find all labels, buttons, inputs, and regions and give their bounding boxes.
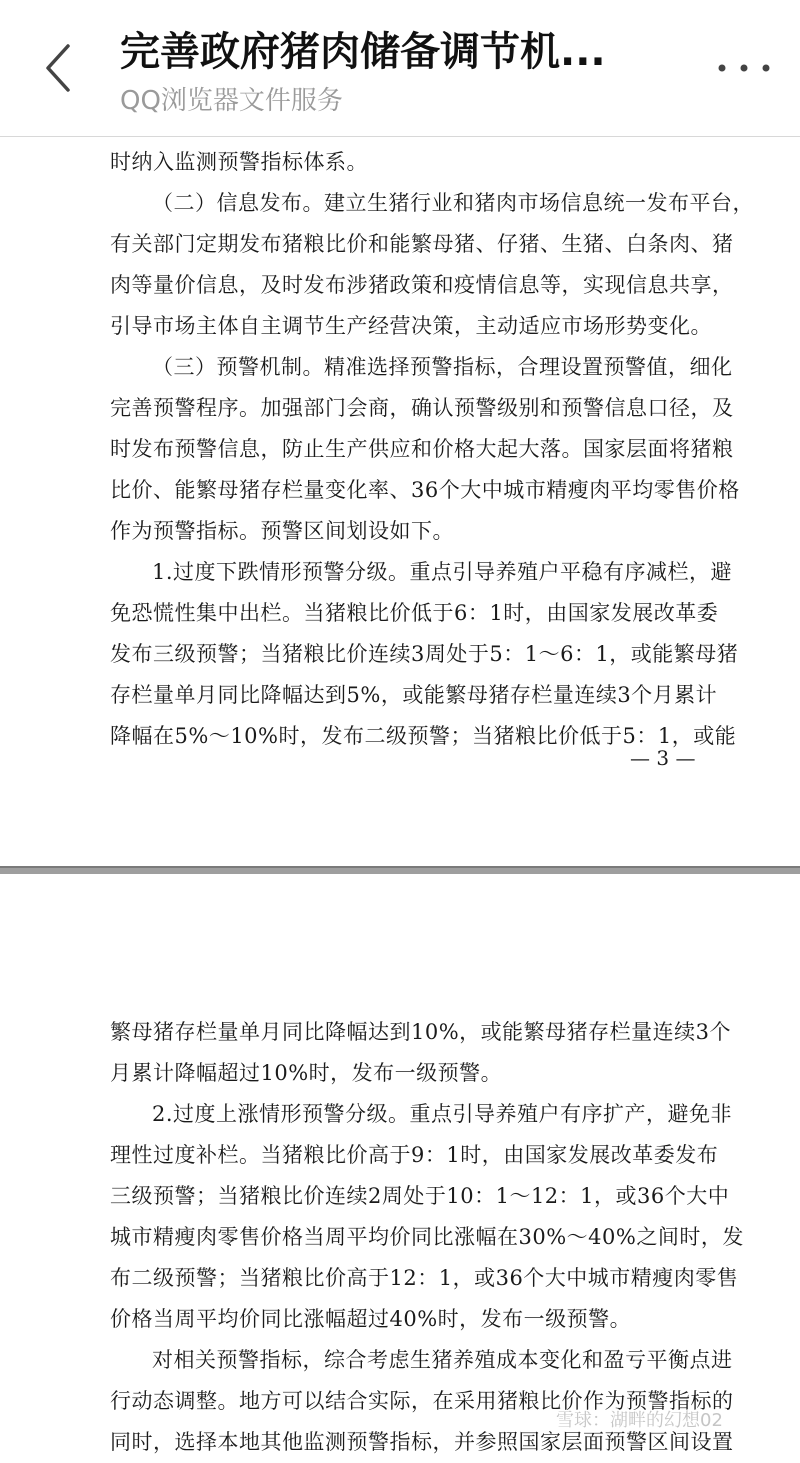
text-line: 2.过度上涨情形预警分级。重点引导养殖户有序扩产，避免非 [152,1102,733,1126]
text-line: （二）信息发布。建立生猪行业和猪肉市场信息统一发布平台， [152,191,754,215]
text-line: 完善预警程序。加强部门会商，确认预警级别和预警信息口径，及 [110,396,734,420]
text-line: 存栏量单月同比降幅达到5%，或能繁母猪存栏量连续3个月累计 [110,683,718,707]
text-line: 布二级预警；当猪粮比价高于12：1，或36个大中城市精瘦肉零售 [110,1266,739,1290]
page-body [110,142,754,757]
text-line: 价格当周平均价同比涨幅超过40%时，发布一级预警。 [110,1307,632,1331]
text-line: 时纳入监测预警指标体系。 [110,150,368,174]
text-line: 理性过度补栏。当猪粮比价高于9：1时，由国家发展改革委发布 [110,1143,719,1167]
document-title: 完善政府猪肉储备调节机... [120,29,606,75]
more-dots-icon [712,48,776,88]
document-page-4 [0,874,800,1454]
text-line: 1.过度下跌情形预警分级。重点引导养殖户平稳有序减栏，避 [152,560,733,584]
text-line: 肉等量价信息，及时发布涉猪政策和疫情信息等，实现信息共享， [110,273,734,297]
more-button[interactable] [712,48,776,88]
text-line: 免恐慌性集中出栏。当猪粮比价低于6：1时，由国家发展改革委 [110,601,719,625]
text-line: 对相关预警指标，综合考虑生猪养殖成本变化和盈亏平衡点进 [152,1348,733,1372]
back-button[interactable] [38,40,82,96]
text-line: 发布三级预警；当猪粮比价连续3周处于5：1～6：1，或能繁母猪 [110,642,739,666]
top-bar [0,0,800,137]
chevron-left-icon [38,40,82,96]
text-line: 比价、能繁母猪存栏量变化率、36个大中城市精瘦肉平均零售价格 [110,478,740,502]
page-number: — 3 — [630,746,696,770]
text-line: （三）预警机制。精准选择预警指标，合理设置预警值，细化 [152,355,733,379]
page-body [110,1012,744,1463]
text-line: 引导市场主体自主调节生产经营决策，主动适应市场形势变化。 [110,314,712,338]
text-line: 作为预警指标。预警区间划设如下。 [110,519,454,543]
text-line: 三级预警；当猪粮比价连续2周处于10：1～12：1，或36个大中 [110,1184,730,1208]
text-line: 同时，选择本地其他监测预警指标，并参照国家层面预警区间设置 [110,1430,734,1454]
text-line: 降幅在5%～10%时，发布二级预警；当猪粮比价低于5：1，或能 [110,724,737,748]
text-line: 繁母猪存栏量单月同比降幅达到10%，或能繁母猪存栏量连续3个 [110,1020,732,1044]
watermark: 雪球：湖畔的幻想02 [556,1410,723,1431]
page-divider [0,866,800,874]
text-line: 时发布预警信息，防止生产供应和价格大起大落。国家层面将猪粮 [110,437,734,461]
text-line: 城市精瘦肉零售价格当周平均价同比涨幅在30%～40%之间时，发 [110,1225,744,1249]
document-page-3 [0,138,800,866]
text-line: 行动态调整。地方可以结合实际，在采用猪粮比价作为预警指标的 [110,1389,734,1413]
text-line: 月累计降幅超过10%时，发布一级预警。 [110,1061,503,1085]
text-line: 有关部门定期发布猪粮比价和能繁母猪、仔猪、生猪、白条肉、猪 [110,232,734,256]
document-subtitle: QQ浏览器文件服务 [120,86,343,116]
